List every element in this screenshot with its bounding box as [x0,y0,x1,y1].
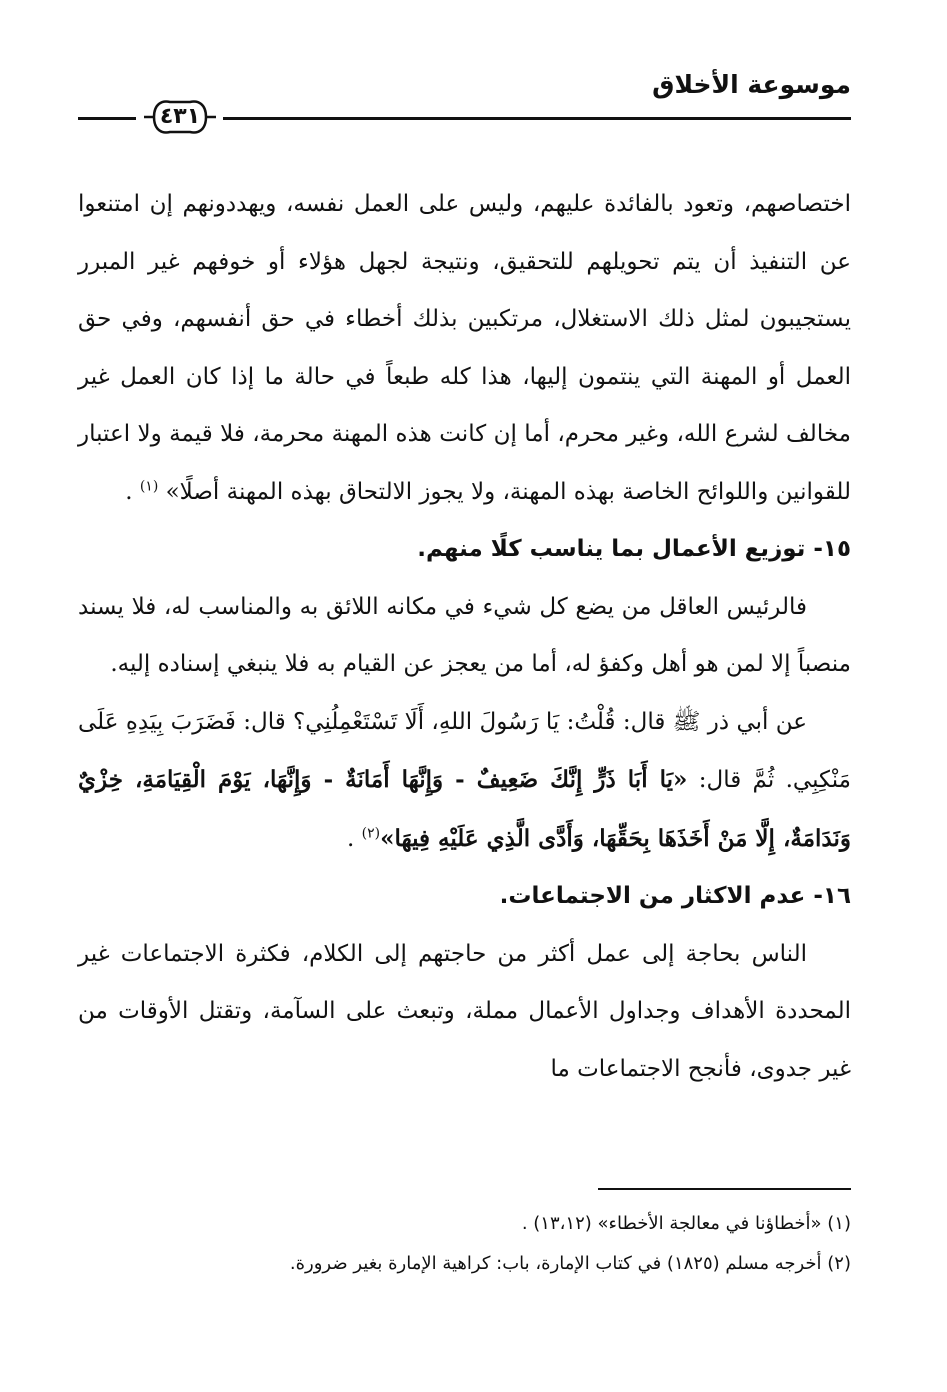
page-number-ornament [140,92,220,142]
hadith-intro: عن أبي ذر ﷺ قال: قُلْتُ: يَا رَسُولَ اللهِ، أَلَا تَسْتَعْمِلُنِي؟ قال: فَضَرَبَ بِيَدِهِ عَلَى مَنْكِبِي. ثُمَّ قال: [78,708,851,793]
footnote-ref-1: (١) [139,477,159,494]
paragraph-continuation [78,176,851,521]
paragraph-end-mark: . [346,825,355,852]
paragraph-meetings: الناس بحاجة إلى عمل أكثر من حاجتهم إلى الكلام، فكثرة الاجتماعات غير المحددة الأهداف وجداول الأعمال مملة، وتبعث على السآمة، وتقتل الأوقات من غير جدوى، فأنجح الاجتماعات ما [78,940,851,1082]
paragraph-hadith [78,694,851,869]
header-rule-left [78,117,136,120]
hadith-text: «يَا أَبَا ذَرٍّ إِنَّكَ ضَعِيفٌ - وَإِنَّهَا أَمَانَةٌ - وَإِنَّهَا، يَوْمَ الْقِيَامَةِ، خِزْيٌ وَنَدَامَةٌ، إِلَّا مَنْ أَخَذَهَا بِحَقِّهَا، وَأَدَّى الَّذِي عَلَيْهِ فِيهَا» [78,766,851,852]
footnote-1: (١) «أخطاؤنا في معالجة الأخطاء» (١٣،١٢) . [521,1213,851,1234]
paragraph-text: اختصاصهم، وتعود بالفائدة عليهم، وليس على العمل نفسه، ويهددونهم إن امتنعوا عن التنفيذ أن يتم تحويلهم للتحقيق، ونتيجة لجهل هؤلاء أو خوفهم غير المبرر يستجيبون لمثل ذلك الاستغلال، مرتكبين بذلك أخطاء في حق أنفسهم، وفي حق العمل أو المهنة التي ينتمون إليها، هذا كله طبعاً في حالة ما إذا كان العمل غير مخالف لشرع الله، وغير محرم، أما إن كانت هذه المهنة محرمة، فلا قيمة ولا اعتبار للقوانين واللوائح الخاصة بهذه المهنة، ولا يجوز الالتحاق بهذه المهنة أصلًا» [78,191,851,505]
header-rule-right [223,117,851,120]
section-heading-16: ١٦- عدم الاكثار من الاجتماعات. [499,883,851,909]
footnote-ref-2: (٢) [361,824,381,841]
page-header [78,66,851,129]
paragraph-end-mark: . [125,478,133,505]
footnote-separator [598,1188,851,1190]
footnotes [78,1204,851,1284]
running-title: موسوعة الأخلاق [652,70,851,99]
footnote-2: (٢) أخرجه مسلم (١٨٢٥) في كتاب الإمارة، باب: كراهية الإمارة بغير ضرورة. [289,1253,851,1274]
paragraph-manager: فالرئيس العاقل من يضع كل شيء في مكانه اللائق به والمناسب له، فلا يسند منصباً إلا لمن هو أهل وكفؤ له، أما من يعجز عن القيام به فلا ينبغي إسناده إليه. [78,593,851,677]
page-number: ٤٣١ [159,104,201,129]
main-text [78,176,851,1098]
section-heading-15: ١٥- توزيع الأعمال بما يناسب كلًا منهم. [417,536,851,562]
